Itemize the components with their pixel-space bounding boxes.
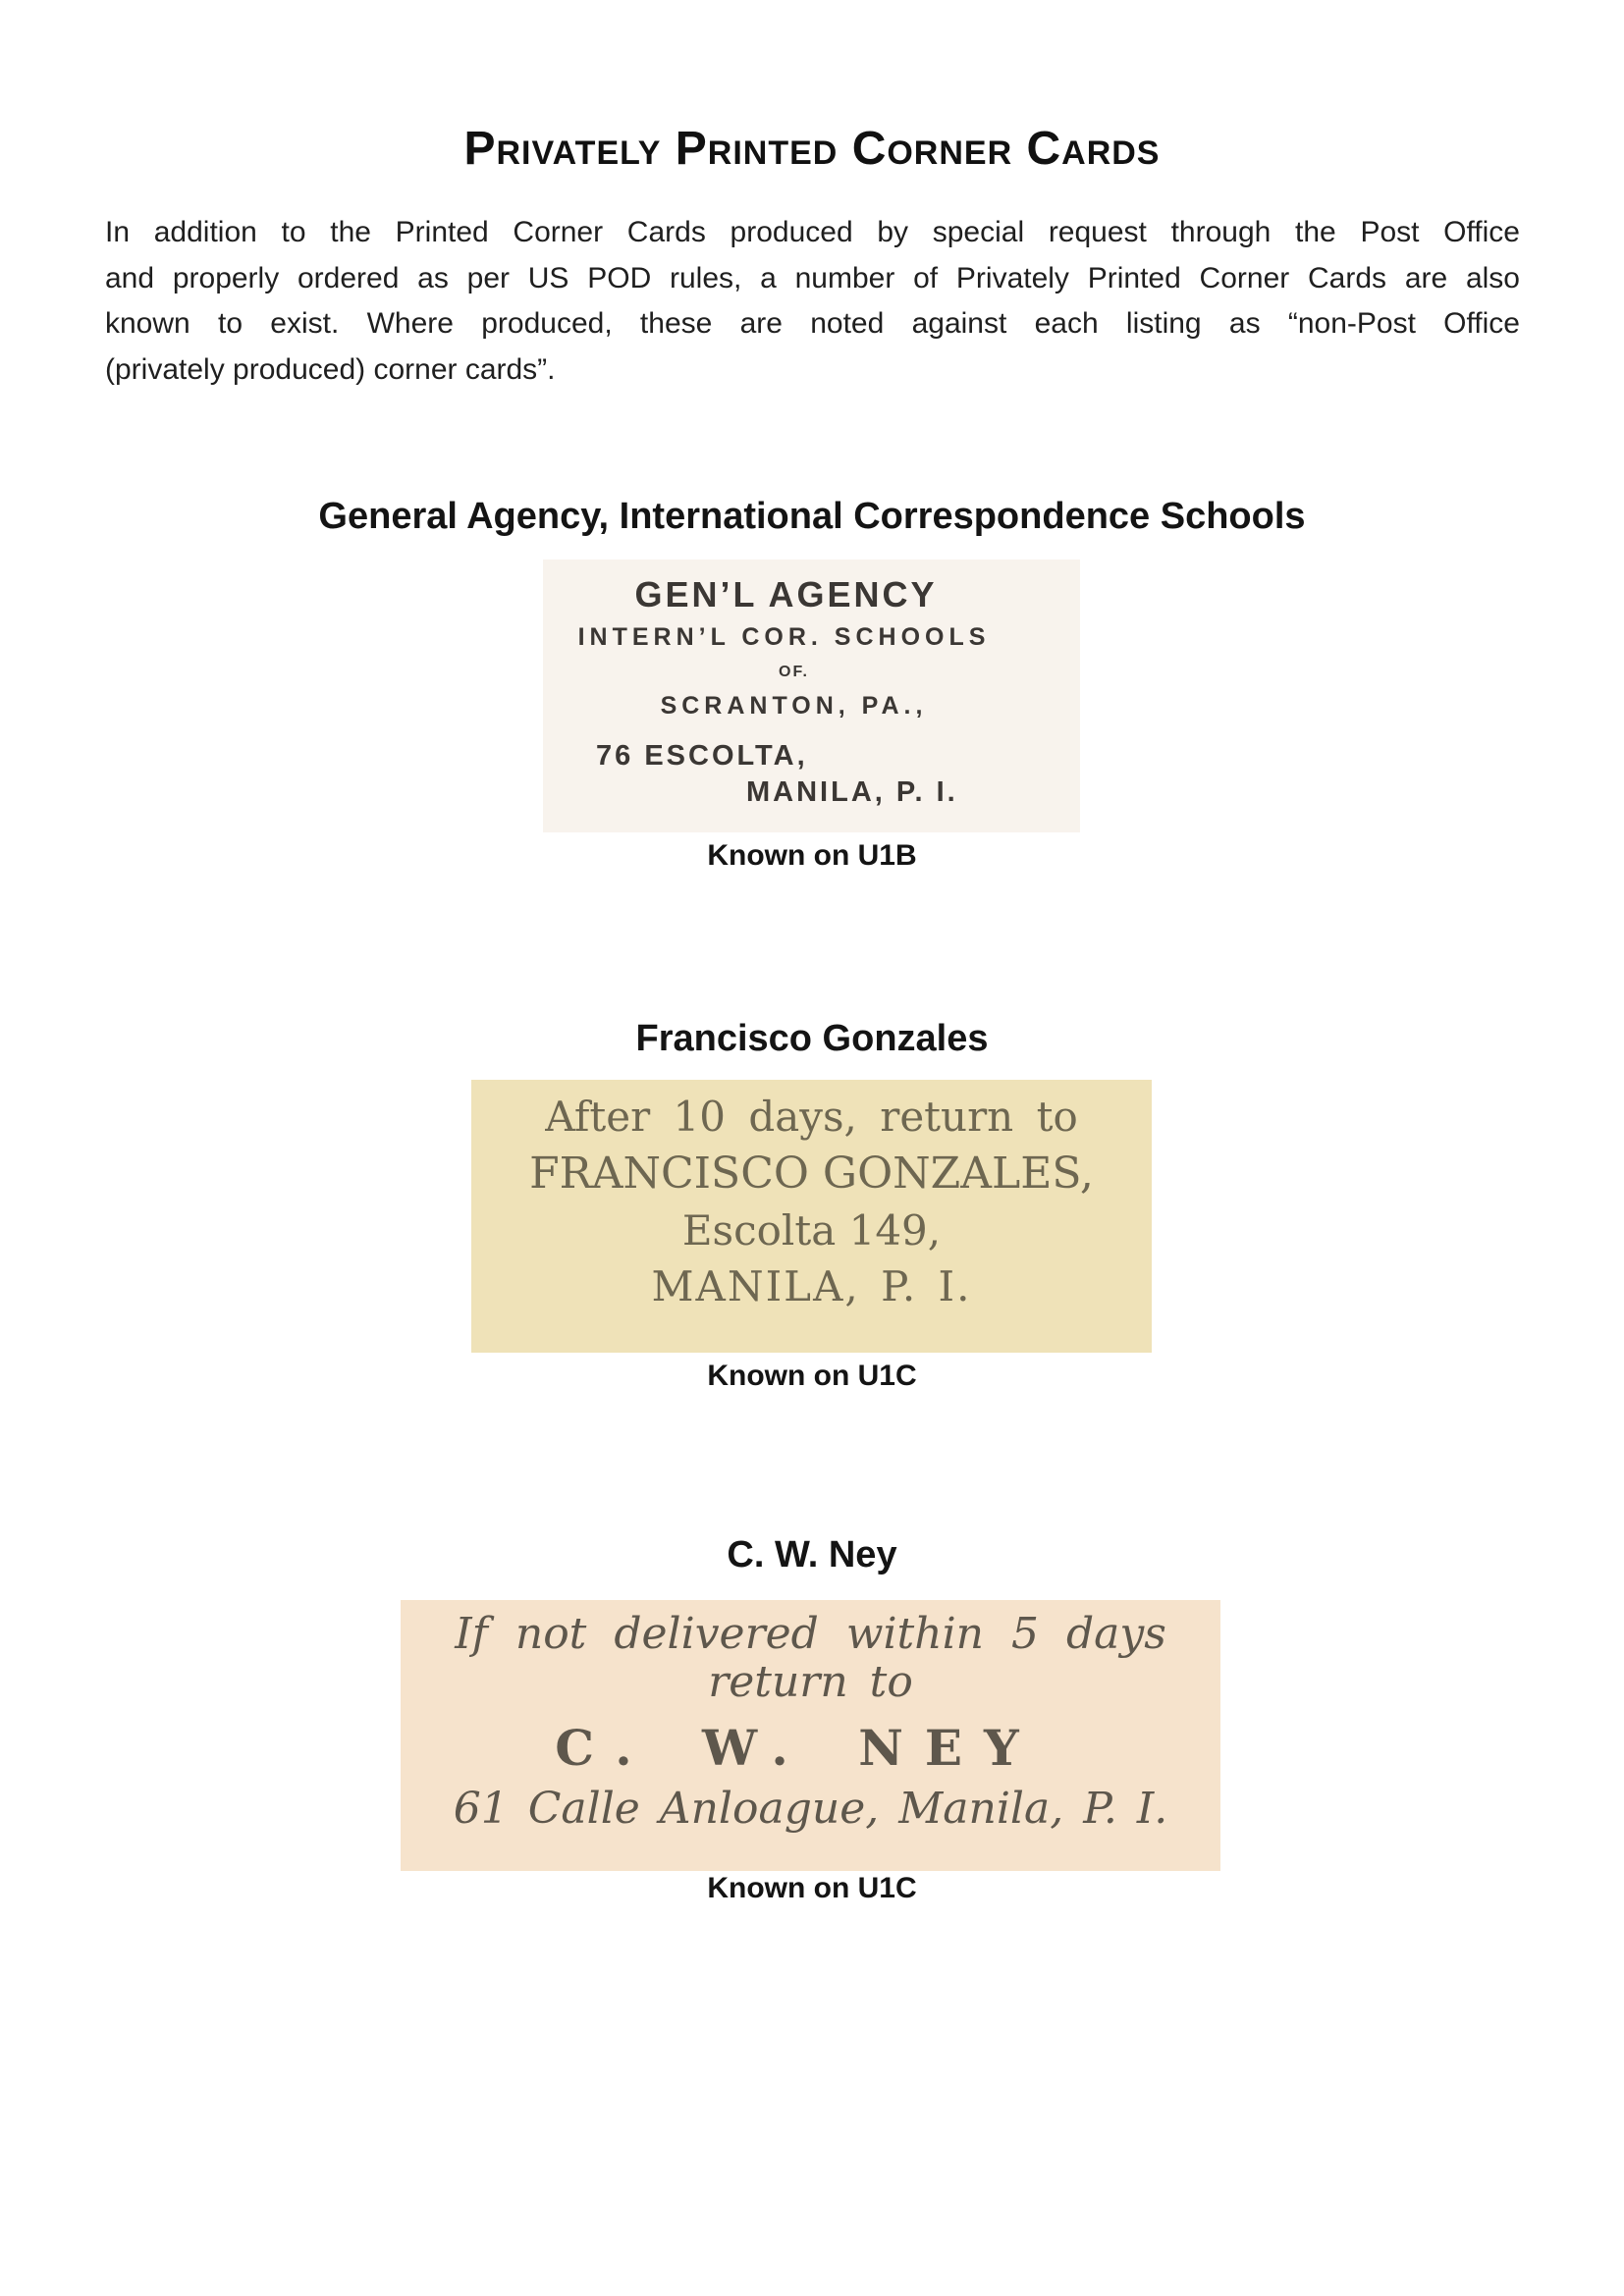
card-line: 76 ESCOLTA, [596, 740, 808, 772]
corner-card-image-general-agency [543, 560, 1080, 832]
image-caption-u1c: Known on U1C [707, 1872, 917, 1904]
section-heading-francisco-gonzales: Francisco Gonzales [635, 1018, 989, 1059]
card-line: INTERN’L COR. SCHOOLS [577, 623, 991, 651]
card-line: If not delivered within 5 days [455, 1609, 1166, 1659]
intro-line: (privately produced) corner cards”. [105, 353, 556, 387]
image-caption-u1c: Known on U1C [707, 1360, 917, 1392]
card-line: C. W. NEY [555, 1719, 1041, 1777]
corner-card-image-francisco-gonzales [471, 1080, 1152, 1353]
intro-paragraph [105, 210, 1520, 394]
card-line: SCRANTON, PA., [660, 692, 928, 720]
intro-line: In addition to the Printed Corner Cards produced by special request through the Post Office [105, 216, 1520, 248]
card-line: return to [708, 1657, 913, 1707]
corner-card-image-cw-ney [401, 1600, 1220, 1871]
card-line: MANILA, P. I. [651, 1262, 972, 1310]
section-heading-cw-ney: C. W. Ney [727, 1534, 897, 1575]
image-caption-u1b: Known on U1B [707, 839, 917, 872]
card-line: 61 Calle Anloague, Manila, P. I. [453, 1784, 1168, 1834]
card-line: GEN’L AGENCY [634, 574, 938, 614]
card-line: Escolta 149, [681, 1206, 942, 1255]
page-title: Privately Printed Corner Cards [463, 123, 1161, 175]
card-line: FRANCISCO GONZALES, [529, 1148, 1094, 1199]
card-line: MANILA, P. I. [746, 776, 958, 808]
section-heading-general-agency: General Agency, International Correspondence Schools [318, 496, 1306, 537]
card-line: OF. [779, 664, 809, 680]
intro-line: and properly ordered as per US POD rules, a number of Privately Printed Corner Cards are also [105, 261, 1520, 294]
card-line: After 10 days, return to [545, 1093, 1078, 1141]
intro-line: known to exist. Where produced, these are noted against each listing as “non-Post Office [105, 307, 1520, 341]
